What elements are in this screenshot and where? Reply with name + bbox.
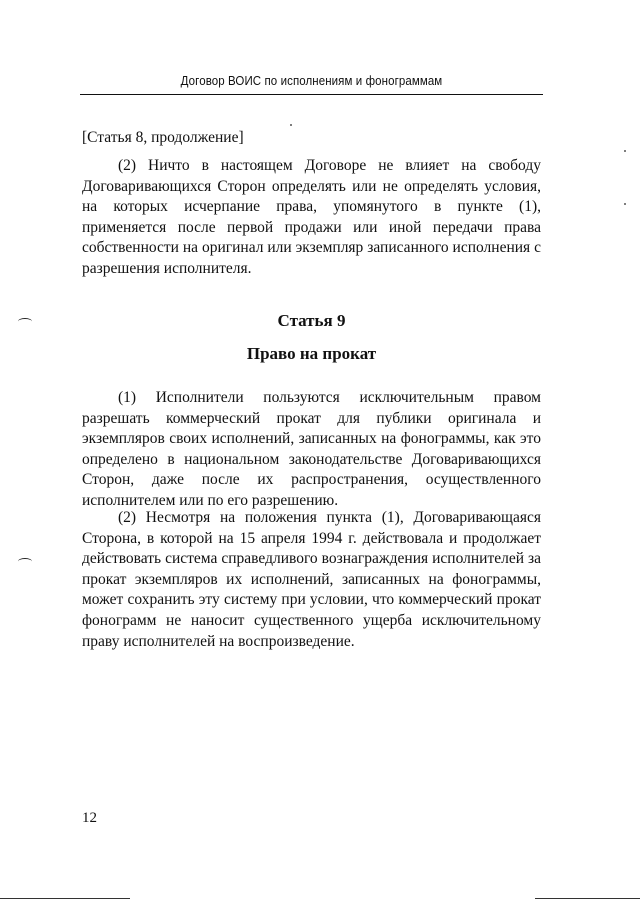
- scan-speck: [290, 124, 292, 126]
- running-header: Договор ВОИС по исполнениям и фонограммам: [180, 74, 443, 88]
- scan-speck: [624, 203, 626, 205]
- article-title: Право на прокат: [246, 344, 377, 363]
- paragraph-article9-2: (2) Несмотря на положения пункта (1), Договаривающаяся Сторона, в которой на 15 апреля 1994 г. действовала и продолжает действовать система справедливого вознаграждения исполнителей за прокат экземпляров их исполнений, записанных на фонограммы, может сохранить эту систему при условии, что коммерческий прокат фонограмм не наносит существенного ущерба исключительному праву исполнителей на воспроизведение.: [82, 509, 541, 650]
- page-number: 12: [82, 810, 97, 826]
- article-number: Статья 9: [277, 311, 346, 330]
- scan-mark: [18, 558, 32, 565]
- continuation-label: [Статья 8, продолжение]: [82, 129, 244, 146]
- paragraph-article9-1: (1) Исполнители пользуются исключительным правом разрешать коммерческий прокат для публики оригинала и экземпляров своих исполнений, записанных на фонограммы, как это определено в национальном законодательстве Договаривающихся Сторон, даже после их распространения, осуществленного исполнителем или по его разрешению.: [82, 389, 541, 509]
- scan-edge-line: [535, 898, 640, 899]
- scan-mark: [18, 318, 32, 325]
- scan-edge-line: [0, 898, 130, 899]
- scan-speck: [624, 150, 626, 152]
- header-rule: [80, 94, 543, 95]
- paragraph-article8-2: (2) Ничто в настоящем Договоре не влияет на свободу Договаривающихся Сторон определять или не определять условия, на которых исчерпание права, упомянутого в пункте (1), применяется после первой продажи или иной передачи права собственности на оригинал или экземпляр записанного исполнения с разрешения исполнителя.: [82, 157, 541, 277]
